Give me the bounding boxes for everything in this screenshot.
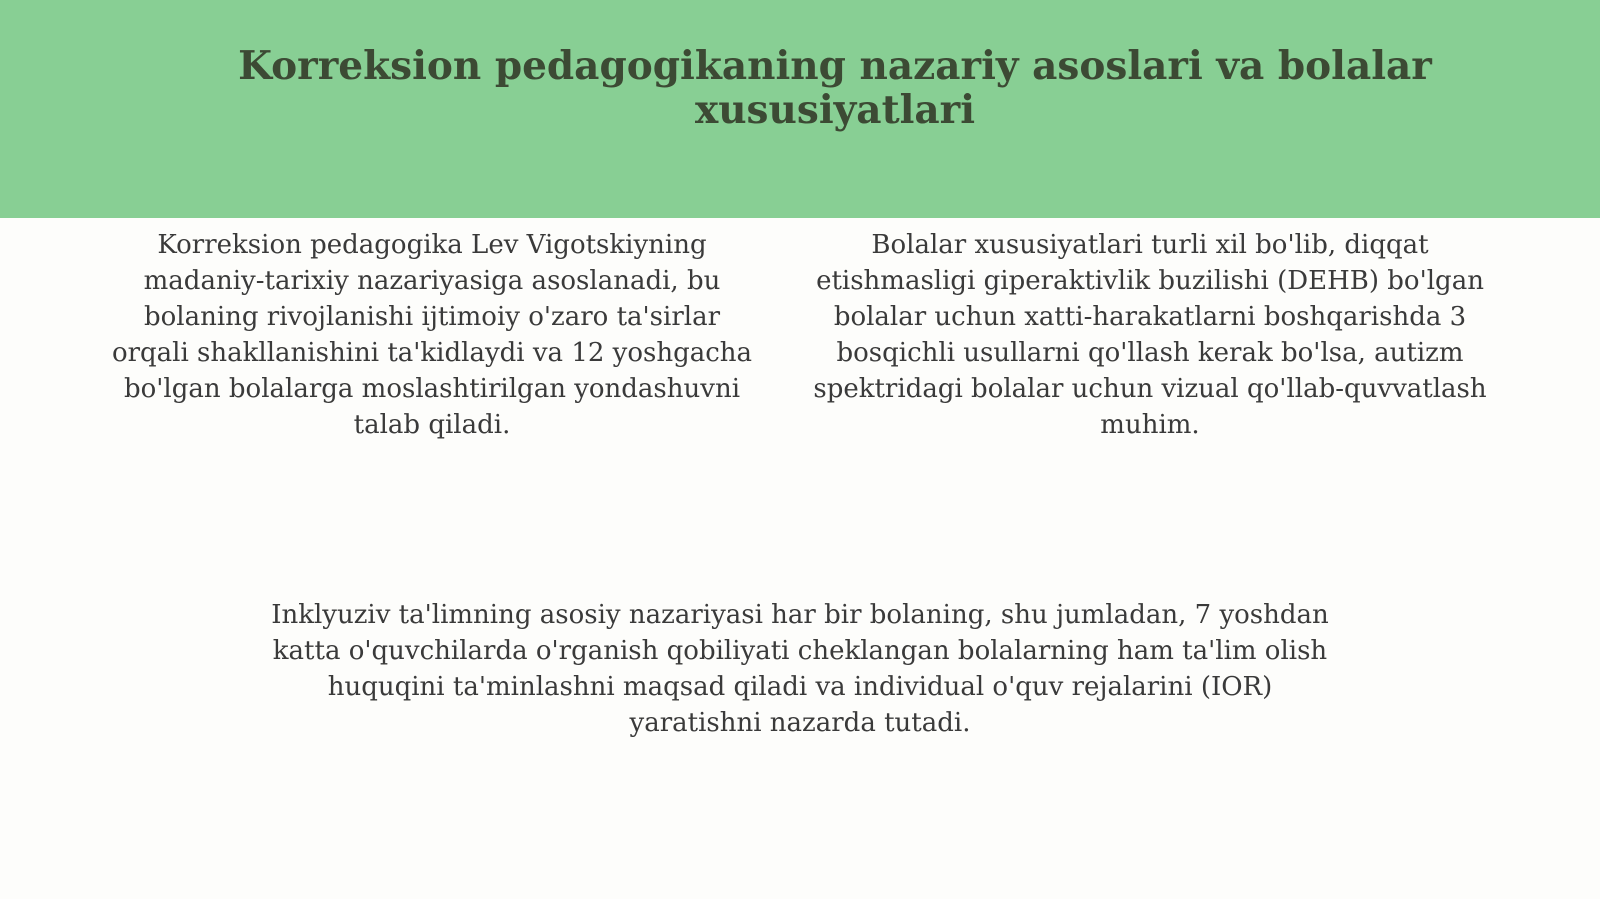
paragraph-child-characteristics: Bolalar xususiyatlari turli xil bo'lib, diqqat etishmasligi giperaktivlik buzilishi (DEHB) bo'lgan bolalar uchun xatti-harakatlarni boshqarishda 3 bosqichli usullarni qo'llash kerak bo'lsa, autizm spektridagi bolalar uchun vizual qo'llab-quvvatlash muhim. [813,230,1487,440]
slide-title: Korreksion pedagogikaning nazariy asoslari va bolalar xususiyatlari [238,43,1432,133]
paragraph-inclusive-education: Inklyuziv ta'limning asosiy nazariyasi har bir bolaning, shu jumladan, 7 yoshdan katta o'quvchilarda o'rganish qobiliyati cheklangan bolalarning ham ta'lim olish huquqini ta'minlashni maqsad qiladi va individual o'quv rejalarini (IOR) yaratishni nazarda tutadi. [271,600,1329,738]
paragraph-vygotsky-theory: Korreksion pedagogika Lev Vigotskiyning madaniy-tarixiy nazariyasiga asoslanadi, bu bolaning rivojlanishi ijtimoiy o'zaro ta'sirlar orqali shakllanishini ta'kidlaydi va 12 yoshgacha bo'lgan bolalarga moslashtirilgan yondashuvni talab qiladi. [111,230,753,440]
